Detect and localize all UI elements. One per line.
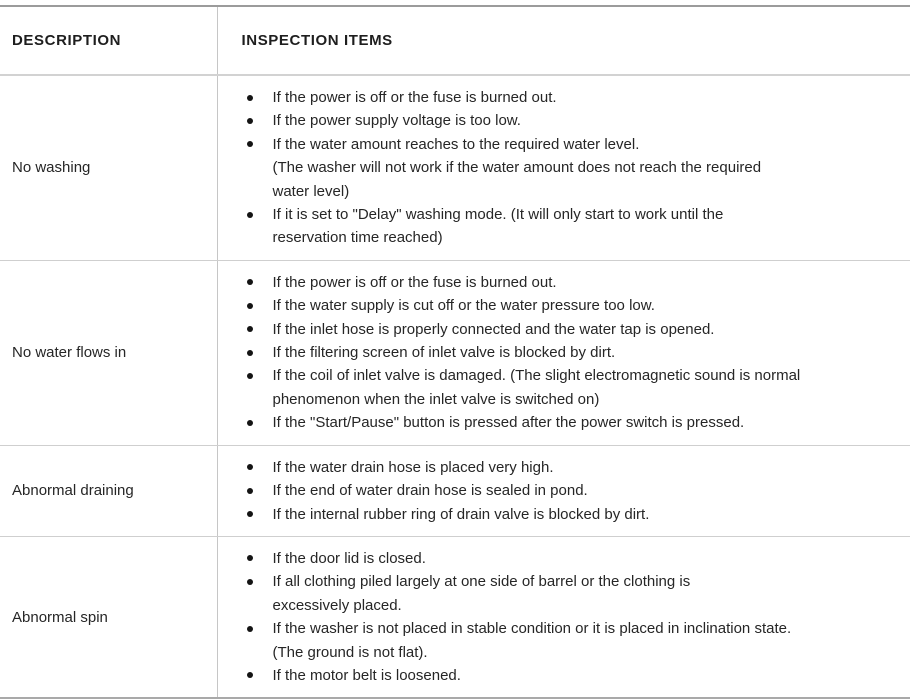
bullet-icon — [247, 579, 253, 585]
inspection-item-text: If the door lid is closed. — [272, 549, 426, 567]
bullet-icon — [247, 555, 253, 561]
bullet-icon — [247, 488, 253, 494]
inspection-item — [218, 271, 907, 294]
description-cell: No washing — [0, 75, 217, 260]
header-row — [0, 6, 910, 75]
bullet-icon — [247, 464, 253, 470]
inspection-item — [218, 109, 907, 132]
bullet-icon — [247, 303, 253, 309]
bullet-icon — [247, 511, 253, 517]
inspection-item-text: If the washer is not placed in stable condition or it is placed in inclination state. (The ground is not flat). — [272, 620, 792, 661]
inspection-item-text: If the power is off or the fuse is burned out. — [272, 89, 557, 106]
table-row — [0, 445, 910, 536]
inspection-items-cell — [217, 260, 910, 445]
inspection-item-text: If the "Start/Pause" button is pressed after the power switch is pressed. — [272, 414, 745, 432]
inspection-item — [218, 364, 907, 411]
inspection-item-text: If the power is off or the fuse is burned out. — [272, 273, 557, 291]
bullet-icon — [247, 326, 253, 332]
inspection-item — [218, 203, 907, 250]
inspection-item — [218, 133, 907, 203]
inspection-items-cell — [217, 445, 910, 536]
inspection-item-text: If the water supply is cut off or the water pressure too low. — [272, 297, 655, 315]
table-header — [0, 6, 910, 75]
inspection-item-text: If the water amount reaches to the required water level. (The washer will not work if the water amount does not reach the required water level) — [272, 135, 762, 200]
description-cell: Abnormal draining — [0, 445, 217, 536]
inspection-item-text: If it is set to "Delay" washing mode. (It will only start to work until the reservation time reached) — [272, 206, 724, 247]
description-cell: No water flows in — [0, 260, 217, 445]
bullet-icon — [247, 350, 253, 356]
inspection-item — [218, 341, 907, 364]
table-row — [0, 260, 910, 445]
inspection-item-text: If the power supply voltage is too low. — [272, 112, 521, 130]
inspection-items-cell — [217, 75, 910, 260]
troubleshooting-table — [0, 5, 910, 699]
inspection-item-text: If the internal rubber ring of drain valve is blocked by dirt. — [272, 505, 650, 523]
inspection-item-text: If the coil of inlet valve is damaged. (The slight electromagnetic sound is normal phenomenon when the inlet valve is switched on) — [272, 367, 801, 408]
column-header-inspection-items: INSPECTION ITEMS — [217, 6, 910, 75]
inspection-item — [218, 318, 907, 341]
inspection-item-text: If the filtering screen of inlet valve is blocked by dirt. — [272, 344, 616, 362]
inspection-item — [218, 86, 907, 109]
table-body — [0, 75, 910, 698]
inspection-items-list — [218, 271, 907, 435]
bullet-icon — [247, 141, 253, 147]
inspection-item-text: If the inlet hose is properly connected and the water tap is opened. — [272, 320, 715, 338]
inspection-items-cell — [217, 536, 910, 698]
inspection-item-text: If the motor belt is loosened. — [272, 666, 461, 684]
inspection-item — [218, 503, 907, 526]
bullet-icon — [247, 420, 253, 426]
inspection-item — [218, 664, 907, 687]
bullet-icon — [247, 672, 253, 678]
inspection-item-text: If the end of water drain hose is sealed in pond. — [272, 482, 588, 500]
bullet-icon — [247, 279, 253, 285]
bullet-icon — [247, 212, 253, 218]
table-row — [0, 75, 910, 260]
description-cell: Abnormal spin — [0, 536, 217, 698]
inspection-items-list — [218, 456, 907, 526]
inspection-item — [218, 456, 907, 479]
bullet-icon — [247, 118, 253, 124]
inspection-item — [218, 617, 907, 664]
bullet-icon — [247, 626, 253, 632]
inspection-items-list — [218, 547, 907, 687]
inspection-item — [218, 294, 907, 317]
inspection-item — [218, 411, 907, 434]
bullet-icon — [247, 95, 253, 101]
inspection-item — [218, 479, 907, 502]
inspection-item — [218, 570, 907, 617]
inspection-items-list — [218, 86, 907, 250]
inspection-item — [218, 547, 907, 570]
bullet-icon — [247, 373, 253, 379]
table-row — [0, 536, 910, 698]
inspection-item-text: If all clothing piled largely at one side of barrel or the clothing is excessively placed. — [272, 573, 691, 614]
inspection-item-text: If the water drain hose is placed very high. — [272, 458, 554, 476]
column-header-description: DESCRIPTION — [0, 6, 217, 75]
